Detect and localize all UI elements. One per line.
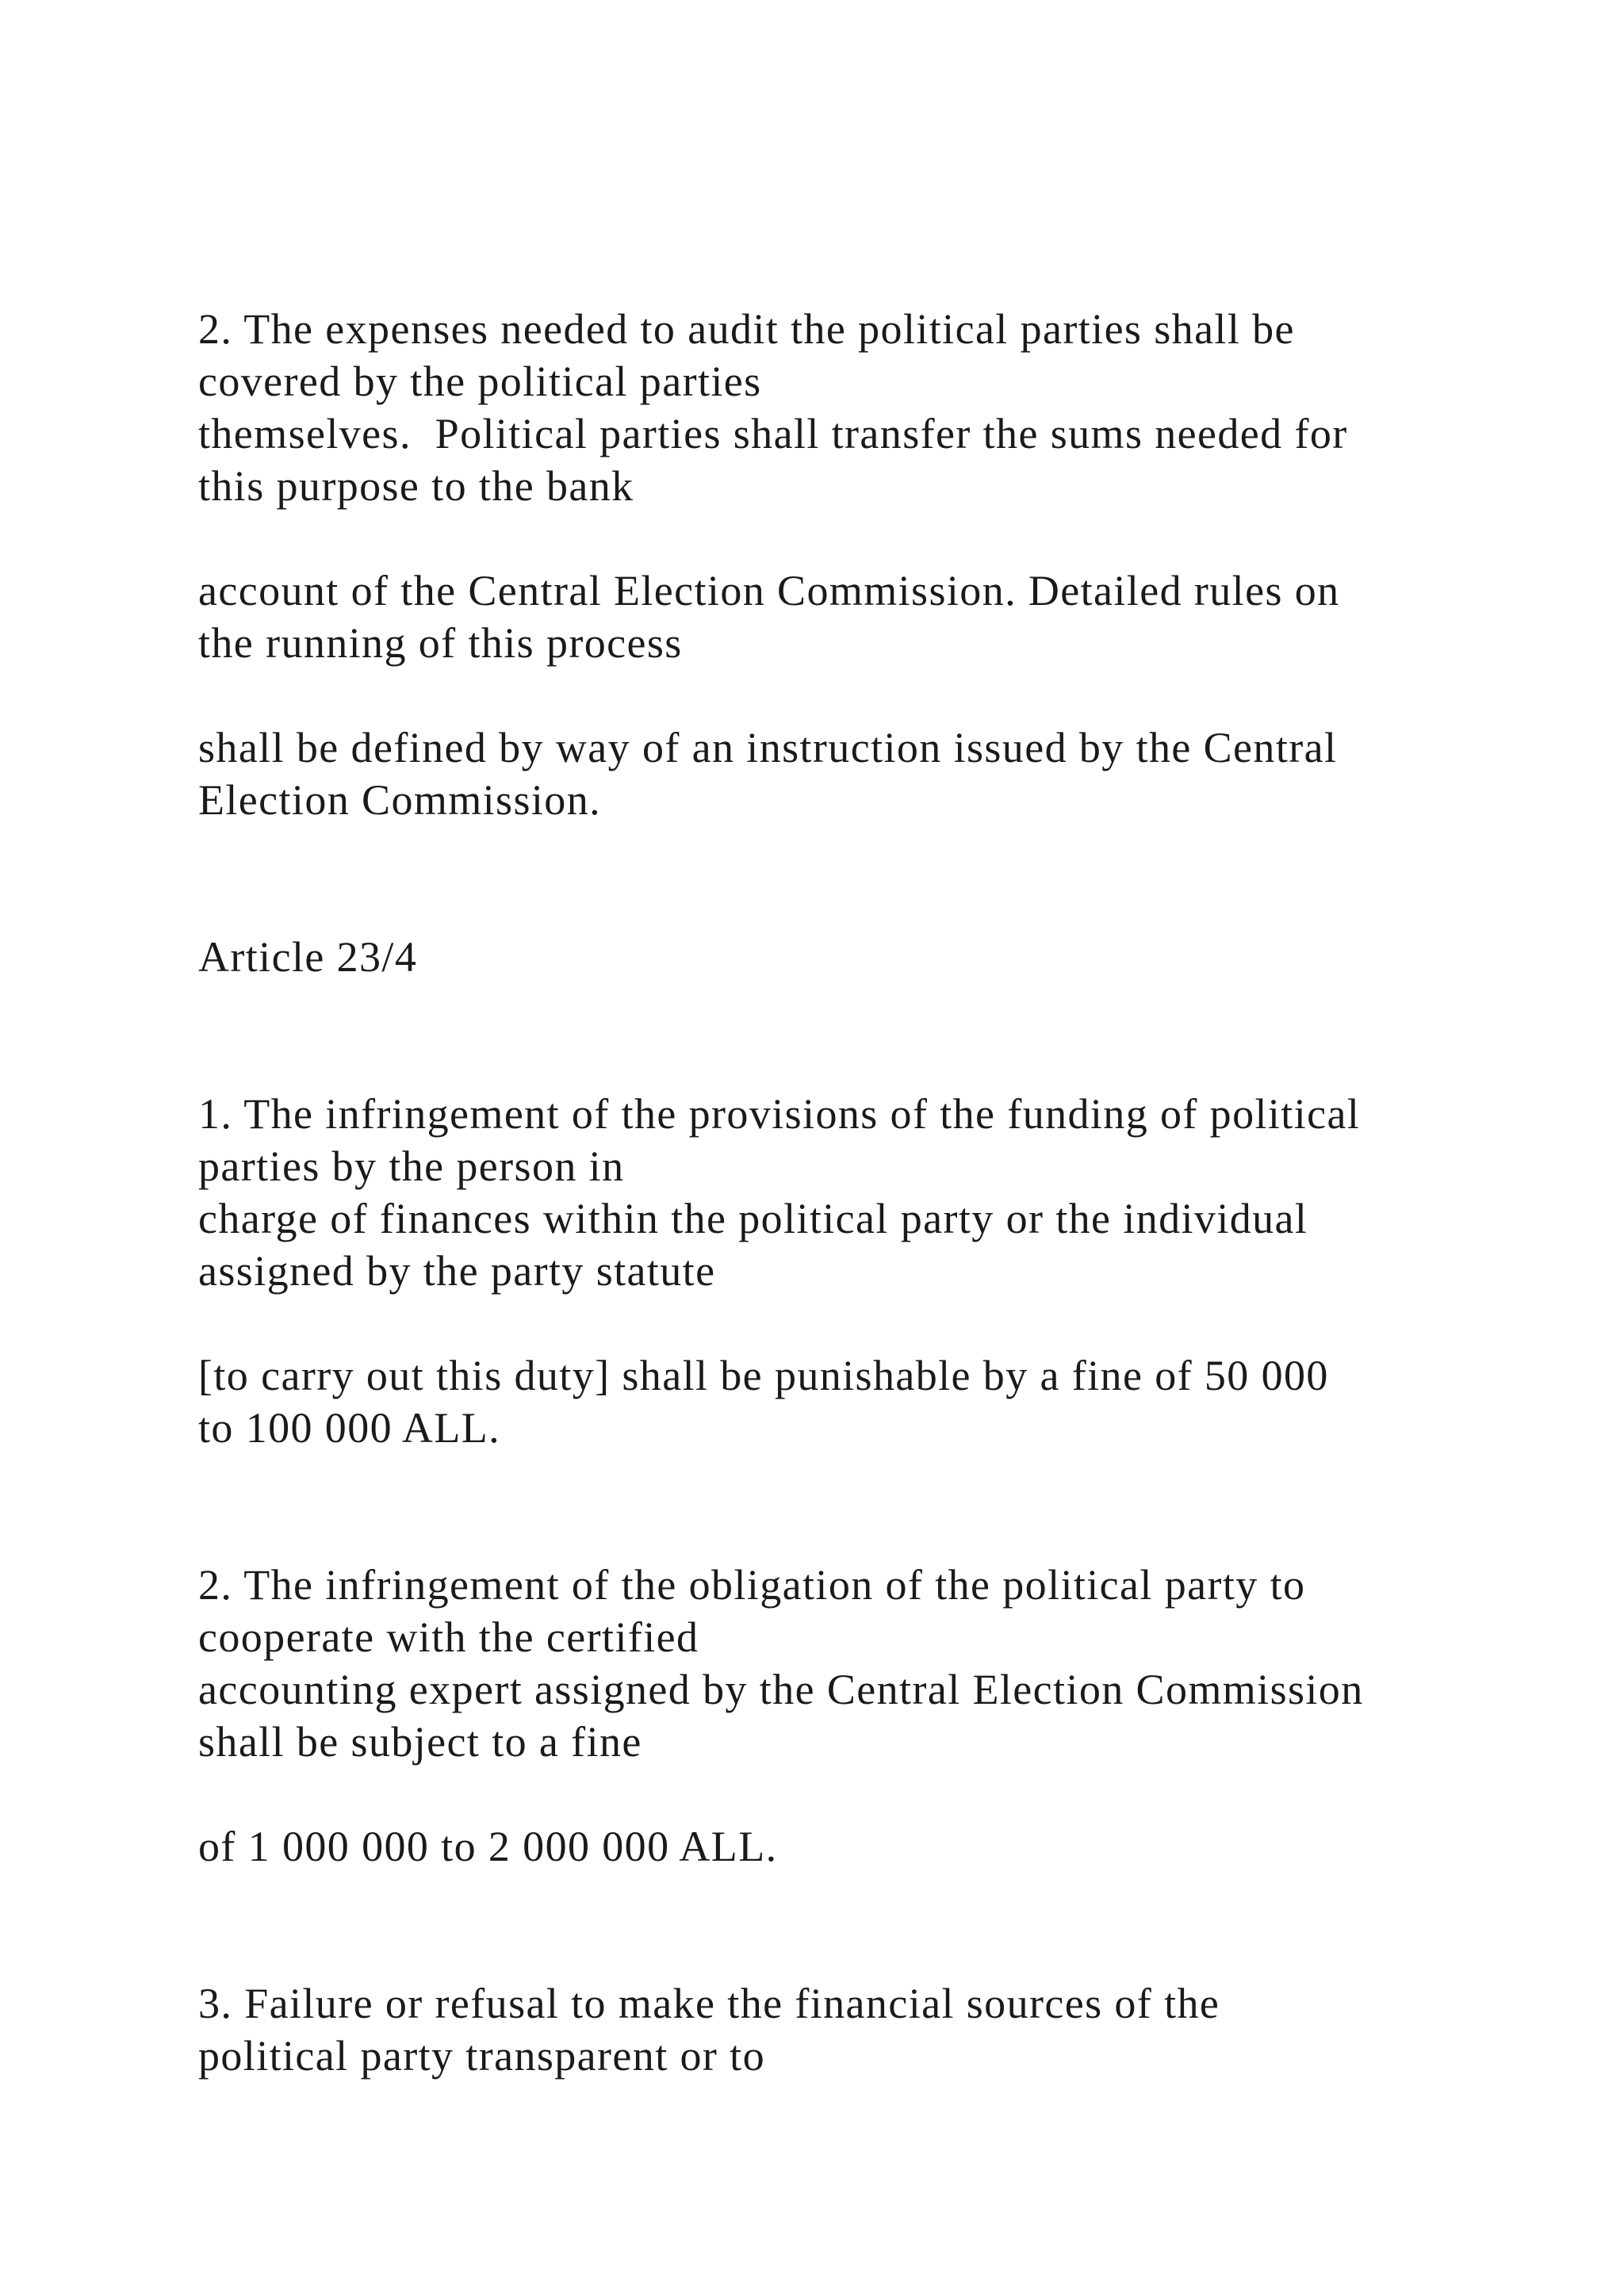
text-line: charge of finances within the political party or the individual: [198, 1195, 1308, 1242]
text-line: 3. Failure or refusal to make the financial sources of the: [198, 1980, 1220, 2027]
text-line: assigned by the party statute: [198, 1247, 716, 1295]
text-line: 2. The expenses needed to audit the political parties shall be: [198, 305, 1295, 353]
text-line: accounting expert assigned by the Central Election Commission: [198, 1666, 1364, 1713]
text-line: of 1 000 000 to 2 000 000 ALL.: [198, 1823, 778, 1870]
text-line: [to carry out this duty] shall be punishable by a fine of 50 000: [198, 1352, 1329, 1399]
text-line: political party transparent or to: [198, 2032, 765, 2080]
text-line: 1. The infringement of the provisions of the funding of political: [198, 1090, 1361, 1138]
text-line: to 100 000 ALL.: [198, 1404, 500, 1452]
text-line: shall be defined by way of an instruction issued by the Central: [198, 724, 1338, 771]
text-line: parties by the person in: [198, 1142, 625, 1190]
text-line: themselves. Political parties shall transfer the sums needed for: [198, 410, 1348, 457]
text-line: account of the Central Election Commission. Detailed rules on: [198, 567, 1340, 614]
text-line: Election Commission.: [198, 776, 601, 824]
text-line: cooperate with the certified: [198, 1613, 699, 1661]
text-line: shall be subject to a fine: [198, 1718, 642, 1766]
text-line: 2. The infringement of the obligation of the political party to: [198, 1561, 1306, 1609]
text-line: this purpose to the bank: [198, 462, 634, 510]
text-line: the running of this process: [198, 619, 683, 667]
text-line: covered by the political parties: [198, 358, 762, 405]
article-heading: Article 23/4: [198, 933, 418, 981]
